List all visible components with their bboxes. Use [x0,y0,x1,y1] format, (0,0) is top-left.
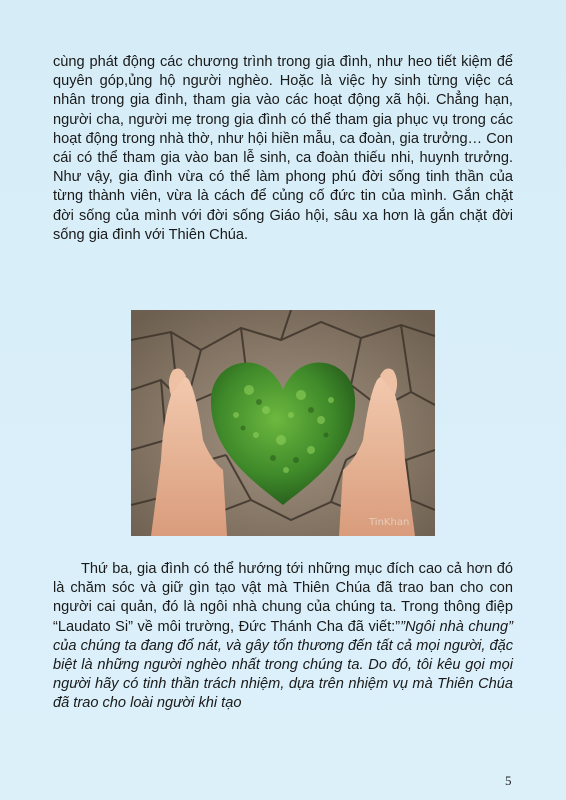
illustration-hands-heart [131,310,435,536]
paragraph-2-italic: ”Ngôi nhà chung” của chúng ta đang đổ nát, và gây tổn thương đến tất cả mọi người, đặc biệt là những người nghèo nhất trong chúng ta. Do đó, tôi kêu gọi mọi người hãy có tinh thần trách nhiệm, dựa trên nhiệm vụ mà Thiên Chúa đã trao cho loài người khi tạo [53,618,513,712]
page-number: 5 [505,773,512,788]
paragraph-2 [53,560,513,714]
hands-heart-earth-icon [131,310,435,536]
paragraph-2-normal: Thứ ba, gia đình có thể hướng tới những mục đích cao cả hơn đó là chăm sóc và giữ gìn tạo vật mà Thiên Chúa đã trao ban cho con người cai quản, đó là ngôi nhà chung của chúng ta. Trong thông điệp “Laudato Si” về môi trường, Đức Thánh Cha đã viết:” [53,561,513,635]
paragraph-1: cùng phát động các chương trình trong gia đình, như heo tiết kiệm để quyên góp,ủng hộ người nghèo. Hoặc là việc hy sinh từng việc cá nhân trong gia đình, tham gia vào các hoạt động xã hội. Chẳng hạn, người cha, người mẹ trong gia đình có thể tham gia phục vụ trong các hoạt động trong nhà thờ, như hội hiền mẫu, ca đoàn, gia trưởng… Con cái có thể tham gia vào ban lễ sinh, ca đoàn thiếu nhi, huynh trưởng. Như vậy, gia đình vừa có thể làm phong phú đời sống tinh thần của từng thành viên, vừa là cách để củng cố đức tin của mình. Gắn chặt đời sống của mình với đời sống Giáo hội, sâu xa hơn là gắn chặt đời sống gia đình với Thiên Chúa. [53,54,513,243]
watermark-text: TinKhan [369,517,410,528]
